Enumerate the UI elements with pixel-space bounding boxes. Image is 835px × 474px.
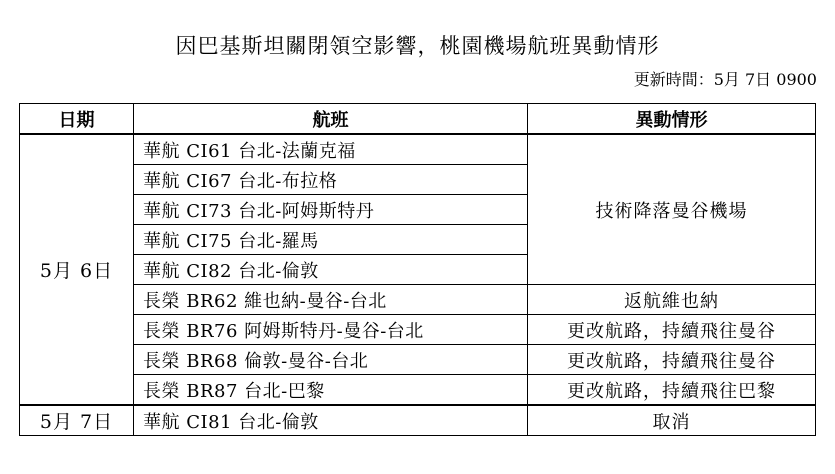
table-header-row	[20, 104, 816, 135]
table-row	[20, 285, 816, 315]
flight-cell: 華航 CI81 台北-倫敦	[134, 405, 528, 436]
table-row	[20, 315, 816, 345]
flight-cell: 華航 CI82 台北-倫敦	[134, 255, 528, 285]
update-time: 更新時間：5月 7日 0900	[633, 70, 817, 89]
table-row	[20, 134, 816, 165]
header-status: 異動情形	[528, 104, 816, 135]
flight-cell: 華航 CI73 台北-阿姆斯特丹	[134, 195, 528, 225]
table-row	[20, 345, 816, 375]
flight-cell: 華航 CI75 台北-羅馬	[134, 225, 528, 255]
header-flight: 航班	[134, 104, 528, 135]
status-cell: 返航維也納	[528, 285, 816, 315]
table-row	[20, 375, 816, 406]
status-cell: 更改航路，持續飛往巴黎	[528, 375, 816, 406]
status-cell: 取消	[528, 405, 816, 436]
status-cell: 技術降落曼谷機場	[528, 134, 816, 285]
flight-cell: 長榮 BR62 維也納-曼谷-台北	[134, 285, 528, 315]
flight-cell: 長榮 BR68 倫敦-曼谷-台北	[134, 345, 528, 375]
status-cell: 更改航路，持續飛往曼谷	[528, 315, 816, 345]
flight-cell: 長榮 BR87 台北-巴黎	[134, 375, 528, 406]
header-date: 日期	[20, 104, 134, 135]
flight-changes-table	[19, 103, 816, 436]
flight-cell: 長榮 BR76 阿姆斯特丹-曼谷-台北	[134, 315, 528, 345]
flight-cell: 華航 CI67 台北-布拉格	[134, 165, 528, 195]
table-row	[20, 405, 816, 436]
status-cell: 更改航路，持續飛往曼谷	[528, 345, 816, 375]
date-cell: 5月 7日	[20, 405, 134, 436]
page-title: 因巴基斯坦關閉領空影響，桃園機場航班異動情形	[175, 34, 660, 58]
flight-cell: 華航 CI61 台北-法蘭克福	[134, 134, 528, 165]
date-cell: 5月 6日	[20, 134, 134, 405]
